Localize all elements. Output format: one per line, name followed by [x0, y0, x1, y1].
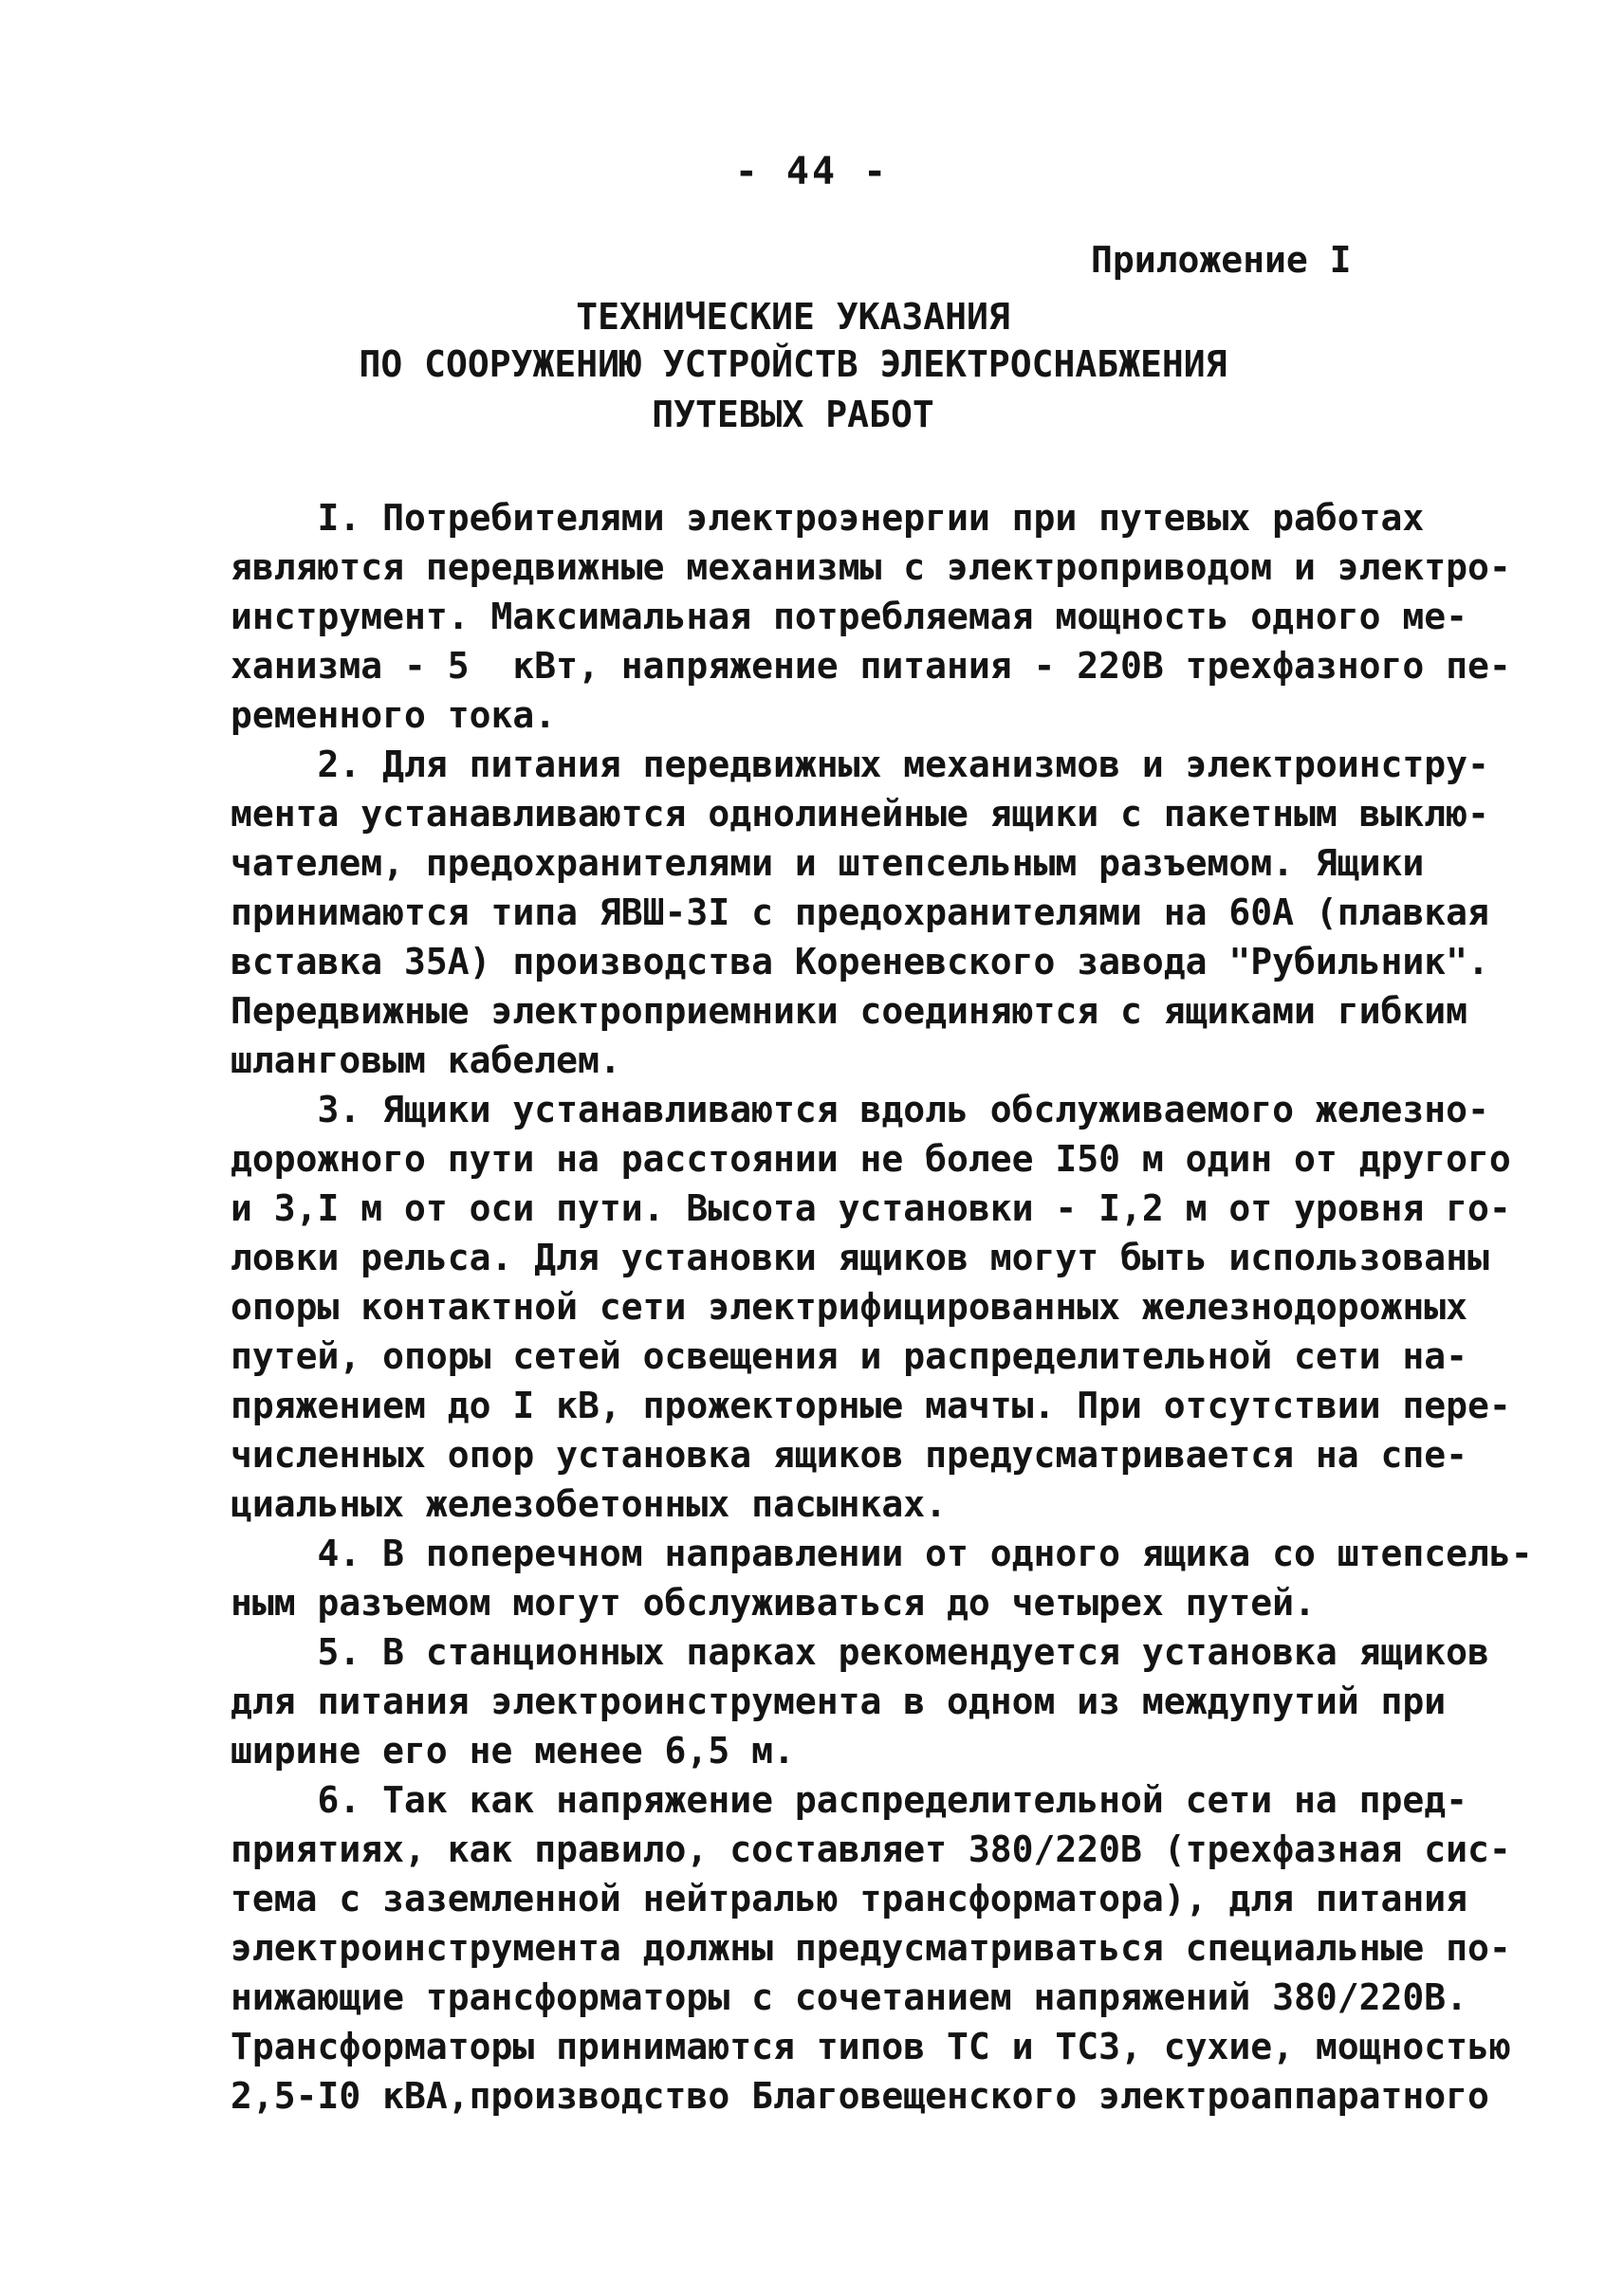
body-line: тема с заземленной нейтралью трансформатора), для питания	[231, 1878, 1468, 1919]
body-line: 3. Ящики устанавливаются вдоль обслуживаемого железно-	[231, 1089, 1489, 1130]
body-line: шланговым кабелем.	[231, 1039, 621, 1081]
title-line-3: ПУТЕВЫХ РАБОТ	[652, 394, 934, 435]
body-line: циальных железобетонных пасынках.	[231, 1483, 947, 1525]
body-line: ловки рельса. Для установки ящиков могут быть использованы	[231, 1237, 1489, 1278]
body-line: 4. В поперечном направлении от одного ящика со штепсель-	[231, 1533, 1533, 1574]
body-line: пряжением до I кВ, прожекторные мачты. При отсутствии пере-	[231, 1385, 1511, 1426]
body-line: электроинструмента должны предусматриваться специальные по-	[231, 1927, 1511, 1969]
body-line: мента устанавливаются однолинейные ящики с пакетным выклю-	[231, 793, 1489, 835]
body-line: путей, опоры сетей освещения и распределительной сети на-	[231, 1335, 1468, 1377]
body-line: численных опор установка ящиков предусматривается на спе-	[231, 1434, 1468, 1476]
body-line: 6. Так как напряжение распределительной сети на пред-	[231, 1779, 1468, 1821]
body-line: и 3,I м от оси пути. Высота установки - I,2 м от уровня го-	[231, 1187, 1511, 1229]
body-line: принимаются типа ЯВШ-3I с предохранителями на 60А (плавкая	[231, 891, 1489, 933]
body-line: нижающие трансформаторы с сочетанием напряжений 380/220В.	[231, 1976, 1468, 2018]
body-line: чателем, предохранителями и штепсельным разъемом. Ящики	[231, 842, 1425, 884]
body-line: 5. В станционных парках рекомендуется установка ящиков	[231, 1631, 1489, 1673]
body-line: 2. Для питания передвижных механизмов и электроинстру-	[231, 744, 1489, 785]
body-line: Трансформаторы принимаются типов ТС и ТСЗ, сухие, мощностью	[231, 2026, 1511, 2067]
page-number: - 44 -	[734, 150, 890, 193]
body-line: для питания электроинструмента в одном из междупутий при	[231, 1681, 1447, 1722]
appendix-label: Приложение I	[1091, 239, 1352, 281]
body-line: инструмент. Максимальная потребляемая мощность одного ме-	[231, 596, 1468, 637]
title-line-1: ТЕХНИЧЕСКИЕ УКАЗАНИЯ	[576, 296, 1010, 338]
body-line: дорожного пути на расстоянии не более I50 м один от другого	[231, 1138, 1511, 1180]
body-line: вставка 35А) производства Кореневского завода "Рубильник".	[231, 941, 1489, 983]
body-line: 2,5-I0 кВА,производство Благовещенского электроаппаратного	[231, 2075, 1489, 2117]
body-line: ременного тока.	[231, 694, 557, 736]
body-line: являются передвижные механизмы с электроприводом и электро-	[231, 546, 1511, 588]
body-line: ханизма - 5 кВт, напряжение питания - 220В трехфазного пе-	[231, 645, 1511, 687]
body-line: Передвижные электроприемники соединяются с ящиками гибким	[231, 990, 1468, 1032]
body-line: ным разъемом могут обслуживаться до четырех путей.	[231, 1582, 1316, 1624]
title-line-2: ПО СООРУЖЕНИЮ УСТРОЙСТВ ЭЛЕКТРОСНАБЖЕНИЯ	[359, 343, 1227, 385]
body-line: I. Потребителями электроэнергии при путевых работах	[231, 497, 1425, 539]
body-line: ширине его не менее 6,5 м.	[231, 1730, 795, 1772]
body-line: приятиях, как правило, составляет 380/220В (трехфазная сис-	[231, 1828, 1511, 1870]
body-line: опоры контактной сети электрифицированных железнодорожных	[231, 1286, 1468, 1328]
